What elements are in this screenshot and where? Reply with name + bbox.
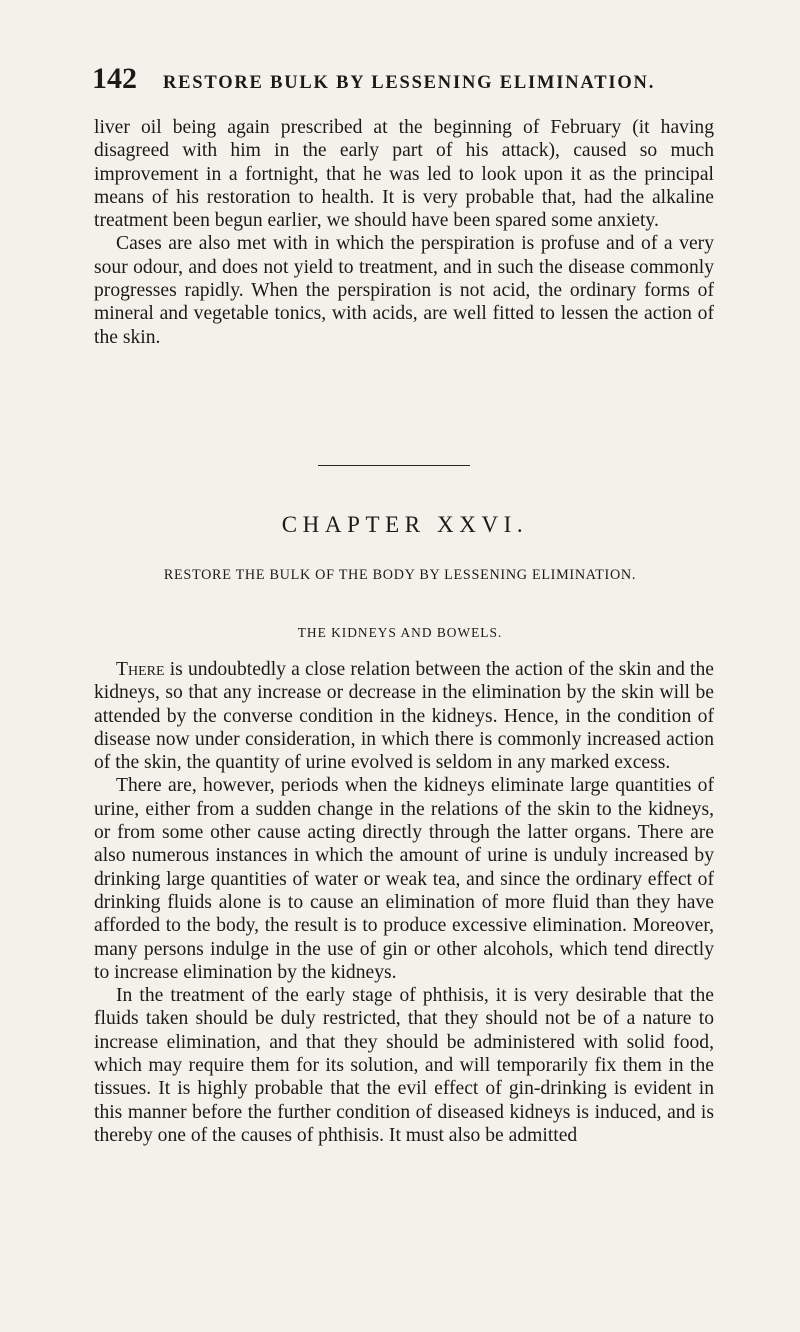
section-divider-rule [318, 465, 470, 466]
paragraph-opening [94, 658, 714, 774]
paragraph: There are, however, periods when the kidneys eliminate large quantities of urine, either from a sudden change in the relations of the skin to the kidneys, or from some other cause acting directly through the latter organs. There are also numerous instances in which the amount of urine is unduly increased by drinking large quantities of water or weak tea, and since the ordinary effect of drinking fluids alone is to cause an elimination of more fluid than they have afforded to the body, the result is to produce excessive elimination. Moreover, many persons indulge in the use of gin or other alcohols, which tend directly to increase elimination by the kidneys. [94, 775, 714, 983]
opening-paragraph-text: is undoubtedly a close relation between the action of the skin and the kidneys, so that any increase or decrease in the elimination by the skin will be attended by the converse condition in the kidneys. Hence, in the condition of disease now under consideration, in which there is commonly increased action of the skin, the quantity of urine evolved is seldom in any marked excess. [94, 659, 714, 774]
running-title: RESTORE BULK BY LESSENING ELIMINATION. [163, 73, 656, 93]
paragraph: In the treatment of the early stage of phthisis, it is very desirable that the fluids taken should be duly restricted, that they should not be of a nature to increase elimination, and that they should be administered with solid food, which may require them for its solution, and will temporarily fix them in the tissues. It is highly probable that the evil effect of gin-drinking is evident in this manner before the further condition of diseased kidneys is induced, and is thereby one of the causes of phthisis. It must also be admitted [94, 985, 714, 1146]
opening-word: There [116, 659, 165, 680]
paragraph-continued: liver oil being again prescribed at the beginning of February (it having disagreed with him in the early part of his attack), caused so much improvement in a fortnight, that he was led to look upon it as the principal means of his restoration to health. It is very probable that, had the alkaline treatment been begun earlier, we should have been spared some anxiety. [94, 117, 714, 232]
paragraph: Cases are also met with in which the perspiration is profuse and of a very sour odour, and does not yield to treatment, and in such the disease commonly progresses rapidly. When the perspiration is not acid, the ordinary forms of mineral and vegetable tonics, with acids, are well fitted to lessen the action of the skin. [94, 233, 714, 348]
page-number: 142 [92, 62, 137, 95]
chapter-heading: CHAPTER XXVI. [281, 512, 529, 537]
chapter-text-block [94, 658, 714, 1147]
continued-text-block [94, 116, 714, 349]
section-heading: THE KIDNEYS AND BOWELS. [297, 625, 503, 640]
running-head [92, 62, 712, 102]
chapter-subtitle: RESTORE THE BULK OF THE BODY BY LESSENING ELIMINATION. [163, 567, 637, 583]
